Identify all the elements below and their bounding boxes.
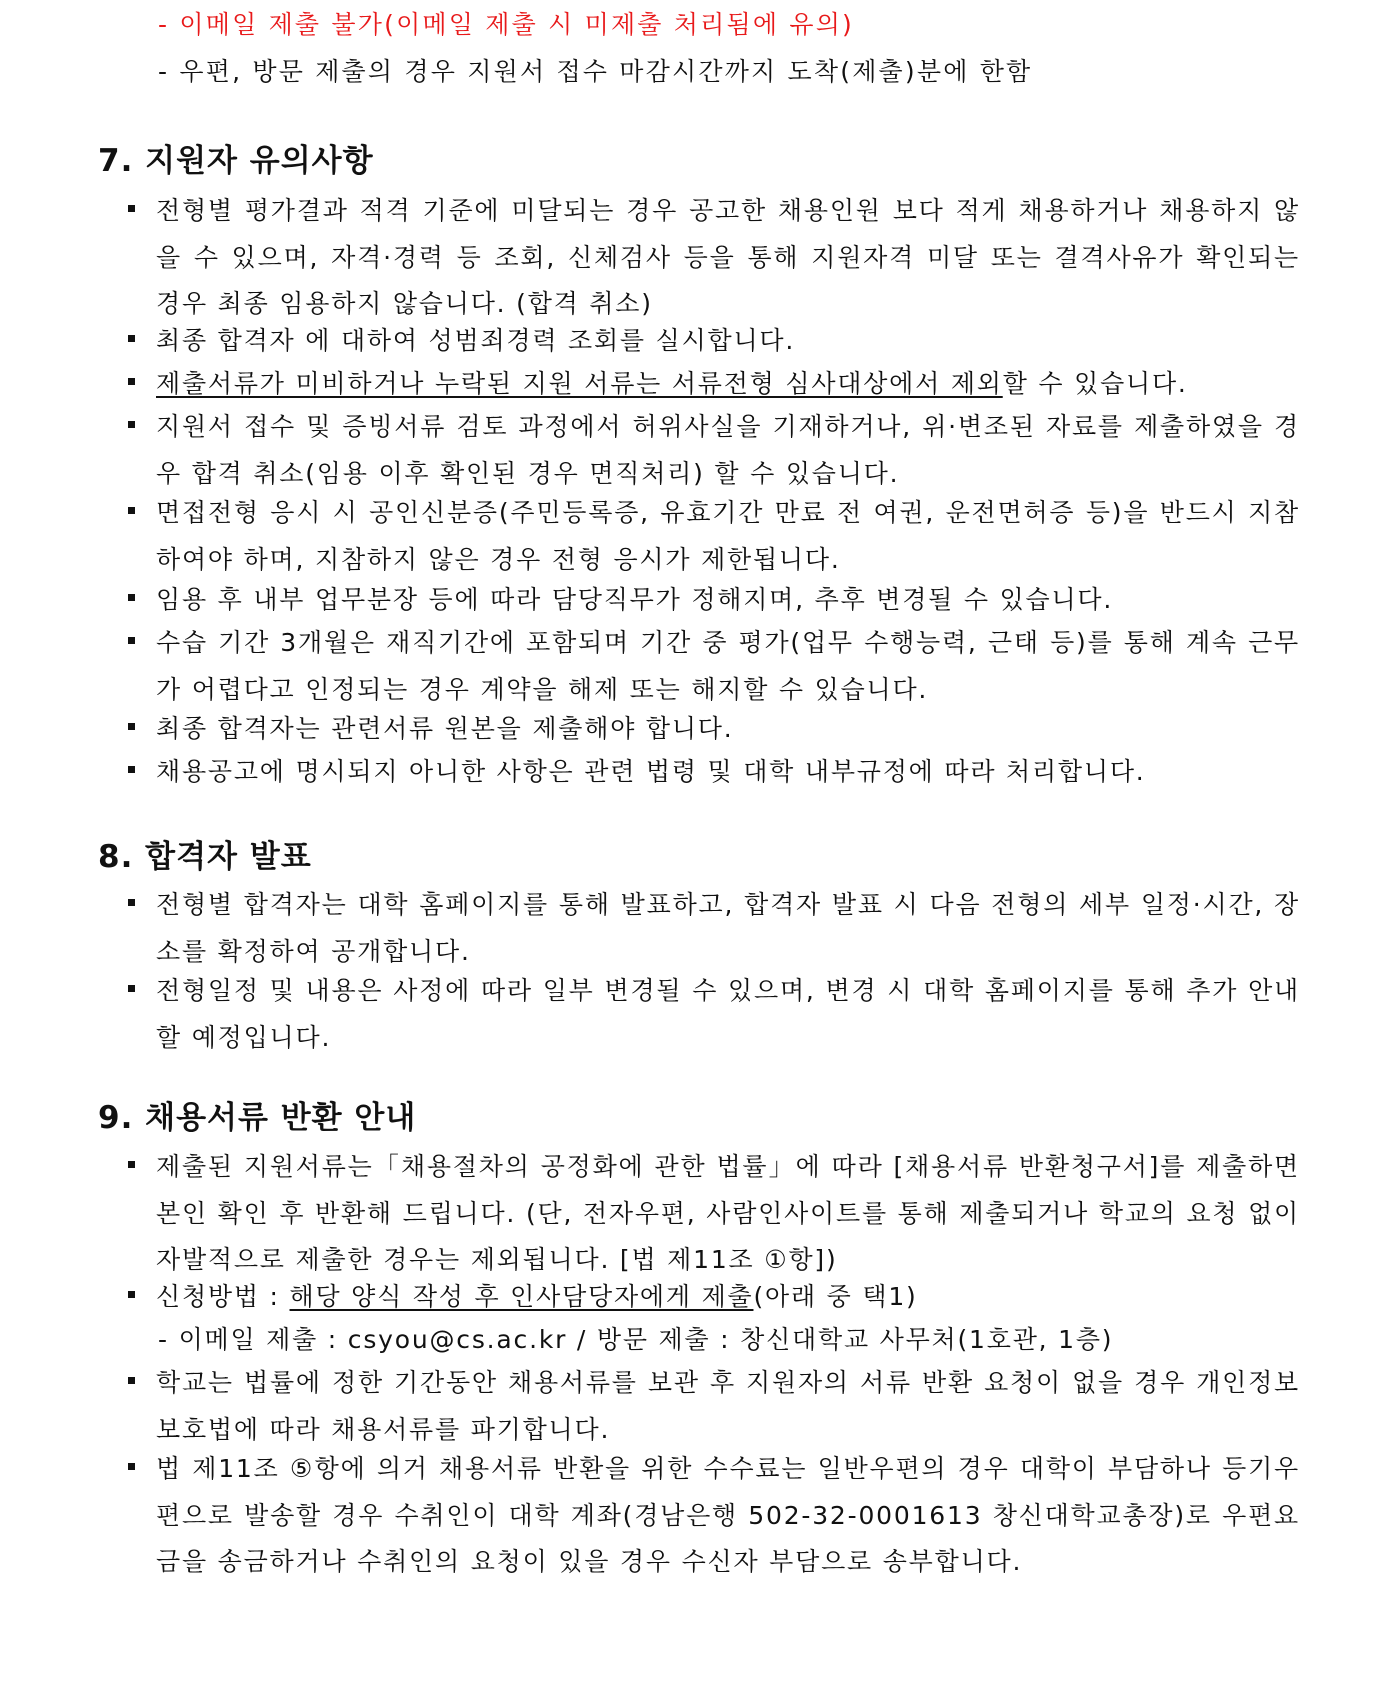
- list-item: [128, 1446, 1300, 1586]
- list-item-text: 법 제11조 ⑤항에 의거 채용서류 반환을 위한 수수료는 일반우편의 경우 대학이 부담하나 등기우편으로 발송할 경우 수취인이 대학 계좌(경남은행 502-32-0001613 창신대학교총장)로 우편요금을 송금하거나 수취인의 요청이 있을 경우 수신자 부담으로 송부합니다.: [156, 1454, 1300, 1577]
- list-item: [128, 404, 1300, 497]
- list-item-text: 최종 합격자 에 대하여 성범죄경력 조회를 실시합니다.: [156, 326, 796, 355]
- section-9-heading: 9. 채용서류 반환 안내: [98, 1100, 417, 1136]
- application-method-label: 신청방법 :: [156, 1282, 290, 1311]
- list-item-text: 학교는 법률에 정한 기간동안 채용서류를 보관 후 지원자의 서류 반환 요청이 없을 경우 개인정보보호법에 따라 채용서류를 파기합니다.: [156, 1368, 1300, 1444]
- list-item: [128, 188, 1300, 328]
- list-item: [128, 706, 1300, 753]
- list-item: [128, 490, 1300, 583]
- list-item: [128, 1144, 1300, 1284]
- list-item-text: 제출된 지원서류는「채용절차의 공정화에 관한 법률」에 따라 [채용서류 반환청구서]를 제출하면 본인 확인 후 반환해 드립니다. (단, 전자우편, 사람인사이트를 통해 제출되거나 학교의 요청 없이 자발적으로 제출한 경우는 제외됩니다. [법 제11조 ①항]): [156, 1152, 1300, 1275]
- list-item: [128, 749, 1300, 796]
- list-item-text: 전형별 합격자는 대학 홈페이지를 통해 발표하고, 합격자 발표 시 다음 전형의 세부 일정·시간, 장소를 확정하여 공개합니다.: [156, 890, 1300, 966]
- email-submission-note: - 이메일 제출 불가(이메일 제출 시 미제출 처리됨에 유의): [158, 10, 855, 39]
- list-item-text: 채용공고에 명시되지 아니한 사항은 관련 법령 및 대학 내부규정에 따라 처리합니다.: [156, 757, 1146, 786]
- mail-submission-note: - 우편, 방문 제출의 경우 지원서 접수 마감시간까지 도착(제출)분에 한함: [158, 57, 1033, 86]
- bullet-square-icon: [128, 421, 135, 428]
- bullet-square-icon: [128, 594, 135, 601]
- bullet-square-icon: [128, 507, 135, 514]
- list-item: [128, 882, 1300, 975]
- list-item-text: [156, 1274, 1300, 1321]
- bullet-square-icon: [128, 1463, 135, 1470]
- bullet-square-icon: [128, 1161, 135, 1168]
- list-item: [128, 318, 1300, 365]
- list-item-text: 최종 합격자는 관련서류 원본을 제출해야 합니다.: [156, 714, 734, 743]
- underlined-text: 제출서류가 미비하거나 누락된 지원 서류는 서류전형 심사대상에서 제외: [156, 369, 1003, 398]
- list-item-text: [156, 361, 1300, 408]
- submission-contact-line: - 이메일 제출 : csyou@cs.ac.kr / 방문 제출 : 창신대학교 사무처(1호관, 1층): [158, 1325, 1114, 1354]
- bullet-square-icon: [128, 335, 135, 342]
- application-method-suffix: (아래 중 택1): [753, 1282, 918, 1311]
- list-item-text: 임용 후 내부 업무분장 등에 따라 담당직무가 정해지며, 추후 변경될 수 있습니다.: [156, 585, 1114, 614]
- list-item-text: 지원서 접수 및 증빙서류 검토 과정에서 허위사실을 기재하거나, 위·변조된 자료를 제출하였을 경우 합격 취소(임용 이후 확인된 경우 면직처리) 할 수 있습니다.: [156, 412, 1300, 488]
- list-item-text: 면접전형 응시 시 공인신분증(주민등록증, 유효기간 만료 전 여권, 운전면허증 등)을 반드시 지참하여야 하며, 지참하지 않은 경우 전형 응시가 제한됩니다.: [156, 498, 1300, 574]
- list-item-text: 전형별 평가결과 적격 기준에 미달되는 경우 공고한 채용인원 보다 적게 채용하거나 채용하지 않을 수 있으며, 자격·경력 등 조회, 신체검사 등을 통해 지원자격 미달 또는 결격사유가 확인되는 경우 최종 임용하지 않습니다. (합격 취소): [156, 196, 1300, 319]
- bullet-square-icon: [128, 1377, 135, 1384]
- bullet-square-icon: [128, 1291, 135, 1298]
- bullet-square-icon: [128, 985, 135, 992]
- list-item-text: 수습 기간 3개월은 재직기간에 포함되며 기간 중 평가(업무 수행능력, 근태 등)를 통해 계속 근무가 어렵다고 인정되는 경우 계약을 해제 또는 해지할 수 있습니다.: [156, 628, 1300, 704]
- list-item-text-rest: 할 수 있습니다.: [1002, 369, 1188, 398]
- list-item: [128, 577, 1300, 624]
- list-item: [128, 1360, 1300, 1453]
- list-item: [128, 361, 1300, 408]
- bullet-square-icon: [128, 766, 135, 773]
- bullet-square-icon: [128, 378, 135, 385]
- bullet-square-icon: [128, 899, 135, 906]
- bullet-square-icon: [128, 205, 135, 212]
- list-item: [128, 620, 1300, 713]
- list-item: [128, 1274, 1300, 1321]
- section-8-heading: 8. 합격자 발표: [98, 839, 312, 875]
- list-item-text: 전형일정 및 내용은 사정에 따라 일부 변경될 수 있으며, 변경 시 대학 홈페이지를 통해 추가 안내할 예정입니다.: [156, 976, 1300, 1052]
- underlined-text: 해당 양식 작성 후 인사담당자에게 제출: [289, 1282, 754, 1311]
- bullet-square-icon: [128, 637, 135, 644]
- section-7-heading: 7. 지원자 유의사항: [98, 143, 374, 179]
- list-item: [128, 968, 1300, 1061]
- bullet-square-icon: [128, 723, 135, 730]
